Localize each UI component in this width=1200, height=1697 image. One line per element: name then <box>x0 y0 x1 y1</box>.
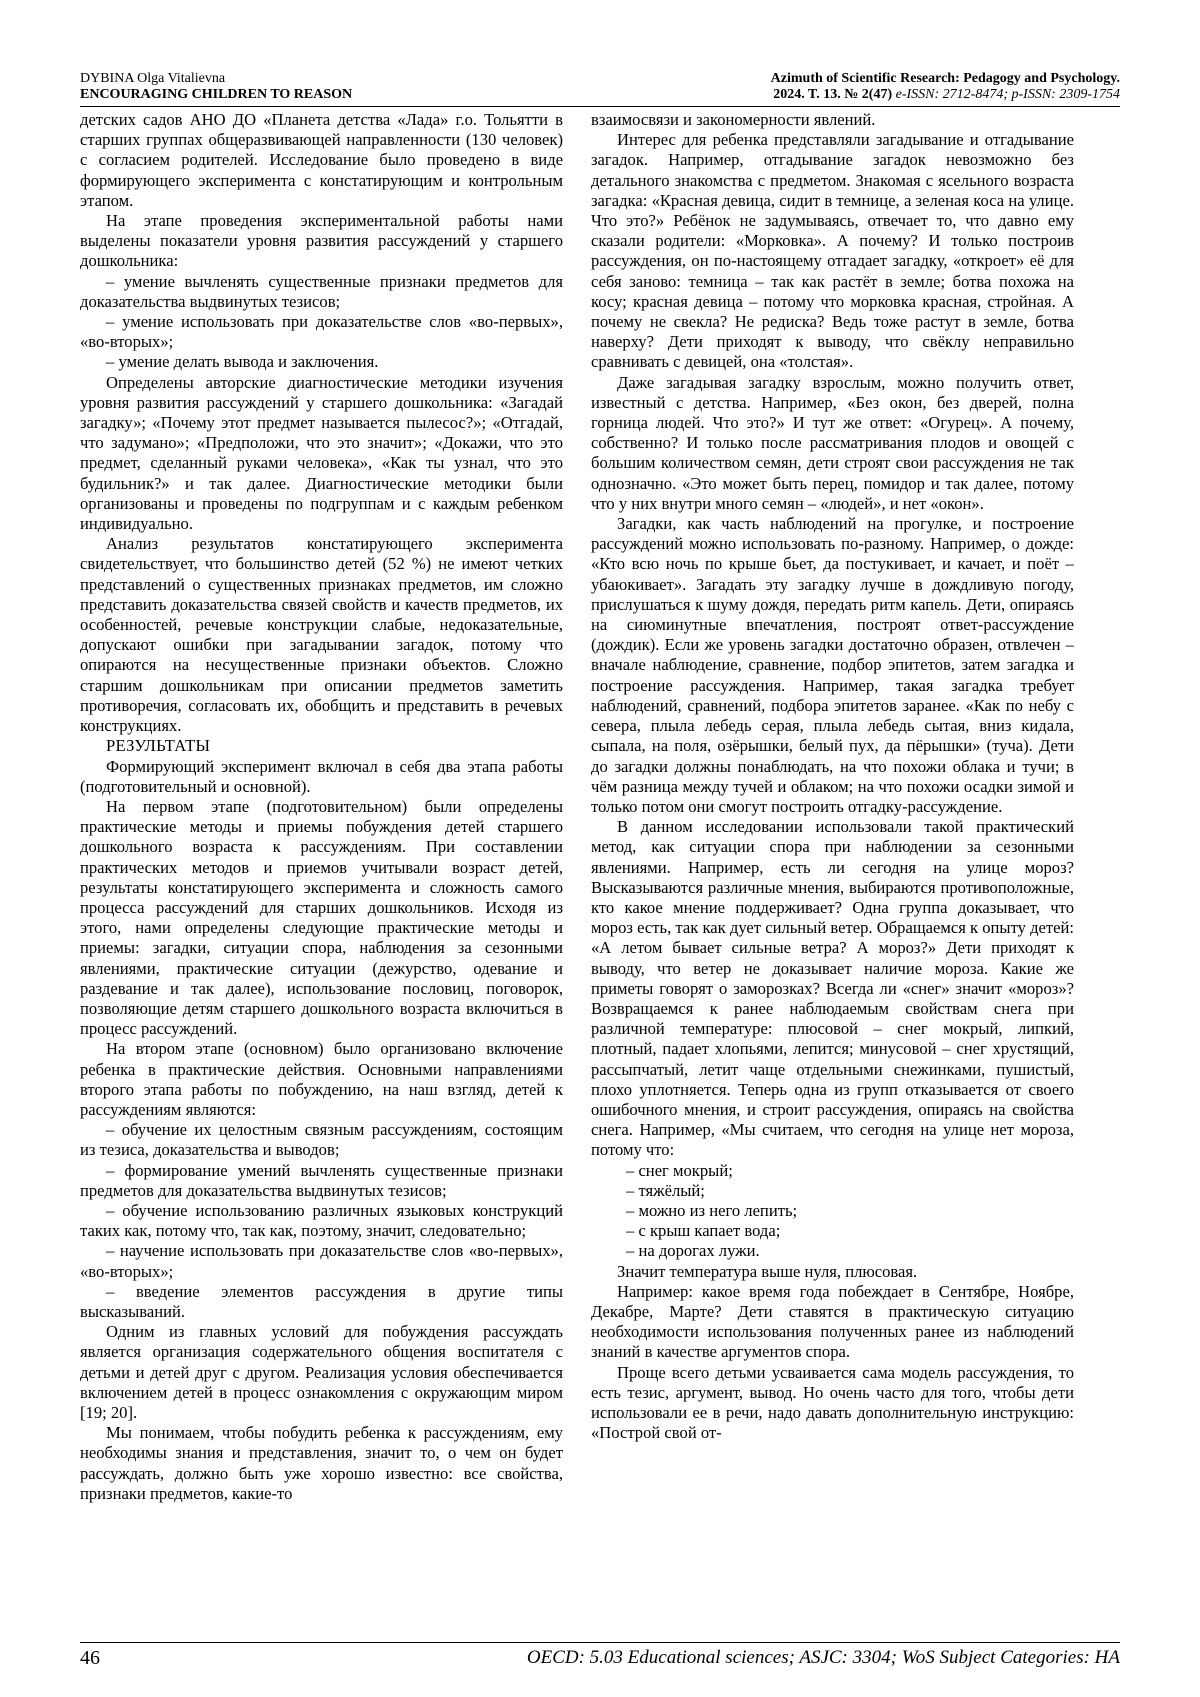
paragraph: На первом этапе (подготовительном) были определены практические методы и приемы побуждения детей старшего дошкольного возраста к рассуждениям. При составлении практических методов и приемов учитывали возраст детей, результаты констатирующего эксперимента и сложность самого процесса рассуждений для старших дошкольников. Исходя из этого, нами определены следующие практические методы и приемы: загадки, ситуации спора, наблюдения за сезонными явлениями, практические ситуации (дежурство, одевание и раздевание и так далее), использование пословиц, поговорок, позволяющие детям старшего дошкольного возраста включиться в процесс рассуждений. <box>80 796 563 1039</box>
issn: e-ISSN: 2712-8474; p-ISSN: 2309-1754 <box>895 87 1120 102</box>
page-footer <box>80 1647 1120 1673</box>
header-rule <box>80 106 1120 107</box>
classification-codes: OECD: 5.03 Educational sciences; ASJC: 3304; WoS Subject Categories: HA <box>526 1647 1120 1668</box>
paragraph: детских садов АНО ДО «Планета детства «Лада» г.о. Тольятти в старших группах общеразвивающей направленности (130 человек) с согласием родителей. Исследование было проведено в виде формирующего эксперимента с констатирующим и контрольным этапом. <box>80 110 563 210</box>
list-item: – умение вычленять существенные признаки предметов для доказательства выдвинутых тезисов; <box>80 271 563 311</box>
author-name: DYBINA Olga Vitalievna <box>80 71 226 86</box>
paragraph: Даже загадывая загадку взрослым, можно получить ответ, известный с детства. Например, «Без окон, без дверей, полна горница людей. Что это?» И тут же ответ: «Огурец». А почему, собственно? И только после рассматривания плодов и овощей с большим количеством семян, дети строят свои рассуждения не так однозначно. «Это может быть перец, помидор и так далее, потому что у них внутри много семян – «людей», и нет «окон». <box>591 372 1074 513</box>
paragraph: Одним из главных условий для побуждения рассуждать является организация содержательного общения воспитателя с детьми и детей друг с другом. Реализация условия обеспечивается включением детей в процесс ознакомления с окружающим миром [19; 20]. <box>80 1322 563 1422</box>
paragraph: Формирующий эксперимент включал в себя два этапа работы (подготовительный и основной). <box>80 756 563 796</box>
list-item: – формирование умений вычленять существенные признаки предметов для доказательства выдвинутых тезисов; <box>80 1160 563 1200</box>
list-item: – тяжёлый; <box>626 1180 705 1200</box>
paragraph: Интерес для ребенка представляли загадывание и отгадывание загадок. Например, отгадывание загадок невозможно без детального знакомства с предметом. Знакомая с ясельного возраста загадка: «Красная девица, сидит в темнице, а зеленая коса на улице. Что это?» Ребёнок не задумываясь, отвечает то, что давно ему сказали родители: «Морковка». А почему? И только построив рассуждения, он по-настоящему отгадает загадку, «откроет» её для себя заново: темница – так как растёт в земле; ботва похожа на косу; красная девица – потому что морковка красная, стройная. А почему не свекла? Не редиска? Ведь тоже растут в земле, ботва наверху? Дети приходят к выводу, что свёклу неправильно сравнивать с девицей, она «толстая». <box>591 130 1074 372</box>
list-item: – с крыш капает вода; <box>626 1221 781 1241</box>
running-header-right <box>560 71 1120 103</box>
right-column <box>591 110 1074 1640</box>
list-item: – можно из него лепить; <box>626 1200 798 1220</box>
list-item: – умение делать вывода и заключения. <box>106 352 379 372</box>
section-heading: РЕЗУЛЬТАТЫ <box>106 736 211 756</box>
paragraph: Проще всего детьми усваивается сама модель рассуждения, то есть тезис, аргумент, вывод. Но очень часто для того, чтобы дети использовали ее в речи, надо давать дополнительную инструкцию: «Построй свой от- <box>591 1362 1074 1443</box>
paragraph: Анализ результатов констатирующего эксперимента свидетельствует, что большинство детей (52 %) не имеют четких представлений о существенных признаках предметов, им сложно представить доказательства связей свойств и качеств предметов, их особенностей, речевые конструкции слабые, недоказательные, допускают ошибки при загадывании загадок, потому что опираются на несущественные признаки объектов. Сложно старшим дошкольникам при описании предметов заметить противоречия, согласовать их, обобщить и представить в речевых конструкциях. <box>80 534 563 736</box>
paragraph: взаимосвязи и закономерности явлений. <box>591 110 876 129</box>
issue-number: 2024. T. 13. № 2(47) <box>773 87 893 102</box>
list-item: – обучение использованию различных языковых конструкций таких как, потому что, так как, поэтому, значит, следовательно; <box>80 1200 563 1241</box>
paragraph: В данном исследовании использовали такой практический метод, как ситуации спора при наблюдении за сезонными явлениями. Например, есть ли сегодня на улице мороз? Высказываются различные мнения, выбираются противоположные, кто какое мнение поддерживает? Одна группа доказывает, что мороз есть, так как дует сильный ветер. Обращаемся к опыту детей: «А летом бывает сильные ветра? А мороз?» Дети приходят к выводу, что ветер не доказывает наличие мороза. Какие же приметы говорят о заморозках? Всегда ли «снег» значит «мороз»? Возвращаемся к ранее наблюдаемым свойствам снега при различной температуре: плюсовой – снег мокрый, липкий, плотный, падает хлопьями, лепится; минусовой – снег хрустящий, рассыпчатый, летит чаще отдельными снежинками, пушистый, плохо уплотняется. Теперь одна из групп отказывается от своего ошибочного мнения, и строит рассуждения, опираясь на свойства снега. Например, «Мы считаем, что сегодня на улице нет мороза, потому что: <box>591 817 1074 1160</box>
footer-rule <box>80 1642 1120 1643</box>
paragraph: Загадки, как часть наблюдений на прогулке, и построение рассуждений можно использовать по-разному. Например, о дожде: «Кто всю ночь по крыше бьет, да постукивает, и качает, и поёт – убаюкивает». Загадать эту загадку лучше в дождливую погоду, прислушаться к шуму дождя, передать ритм капель. Дети, опираясь на сиюминутные впечатления, построят ответ-рассуждение (дождик). Если же уровень загадки достаточно образен, отвлечен – вначале наблюдение, сравнение, подбор эпитетов, затем загадка и построение рассуждения. Например, такая загадка требует наблюдений, сравнений, подбора эпитетов заранее. «Как по небу с севера, плыла лебедь серая, плыла лебедь сытая, вниз кидала, сыпала, на поля, озёрышки, белый пух, да пёрышки» (туча). Дети до загадки должны понаблюдать, на что похожи облака и тучи; в чём разница между тучей и облаком; на что похожи осадки зимой и только потом они смогут построить отгадку-рассуждение. <box>591 514 1074 816</box>
list-item: – умение использовать при доказательстве слов «во-первых», «во-вторых»; <box>80 312 563 352</box>
journal-name: Azimuth of Scientific Research: Pedagogy and Psychology. <box>770 71 1120 86</box>
list-item: – на дорогах лужи. <box>626 1241 760 1261</box>
article-title: ENCOURAGING CHILDREN TO REASON <box>80 87 353 102</box>
list-item: – научение использовать при доказательстве слов «во-первых», «во-вторых»; <box>80 1241 563 1281</box>
list-item: – обучение их целостным связным рассуждениям, состоящим из тезиса, доказательства и выводов; <box>80 1120 563 1160</box>
paragraph: Например: какое время года побеждает в Сентябре, Ноябре, Декабре, Марте? Дети ставятся в практическую ситуацию необходимости использования полученных ранее из наблюдений знаний в качестве аргументов спора. <box>591 1281 1074 1362</box>
list-item: – введение элементов рассуждения в другие типы высказываний. <box>80 1281 563 1321</box>
running-header-left <box>80 71 560 103</box>
issue-line <box>560 87 1120 103</box>
paragraph: Определены авторские диагностические методики изучения уровня развития рассуждений у старшего дошкольника: «Загадай загадку»; «Почему этот предмет называется пылесос?»; «Отгадай, что задумано»; «Предположи, что это значит»; «Докажи, что это предмет, сделанный руками человека», «Как ты узнал, что это будильник?» и так далее. Диагностические методики были организованы и проведены по подгруппам и с каждым ребенком индивидуально. <box>80 372 563 534</box>
paragraph: На этапе проведения экспериментальной работы нами выделены показатели уровня развития рассуждений у старшего дошкольника: <box>80 211 563 271</box>
paragraph: На втором этапе (основном) было организовано включение ребенка в практические действия. Основными направлениями второго этапа работы по побуждению, на наш взгляд, детей к рассуждениям являются: <box>80 1039 563 1119</box>
list-item: – снег мокрый; <box>626 1160 733 1180</box>
paragraph: Значит температура выше нуля, плюсовая. <box>617 1261 918 1281</box>
page-number: 46 <box>80 1647 100 1669</box>
left-column <box>80 110 563 1640</box>
paragraph: Мы понимаем, чтобы побудить ребенка к рассуждениям, ему необходимы знания и представления, значит то, о чем он будет рассуждать, должно быть уже хорошо известно: все свойства, признаки предметов, какие-то <box>80 1423 563 1503</box>
